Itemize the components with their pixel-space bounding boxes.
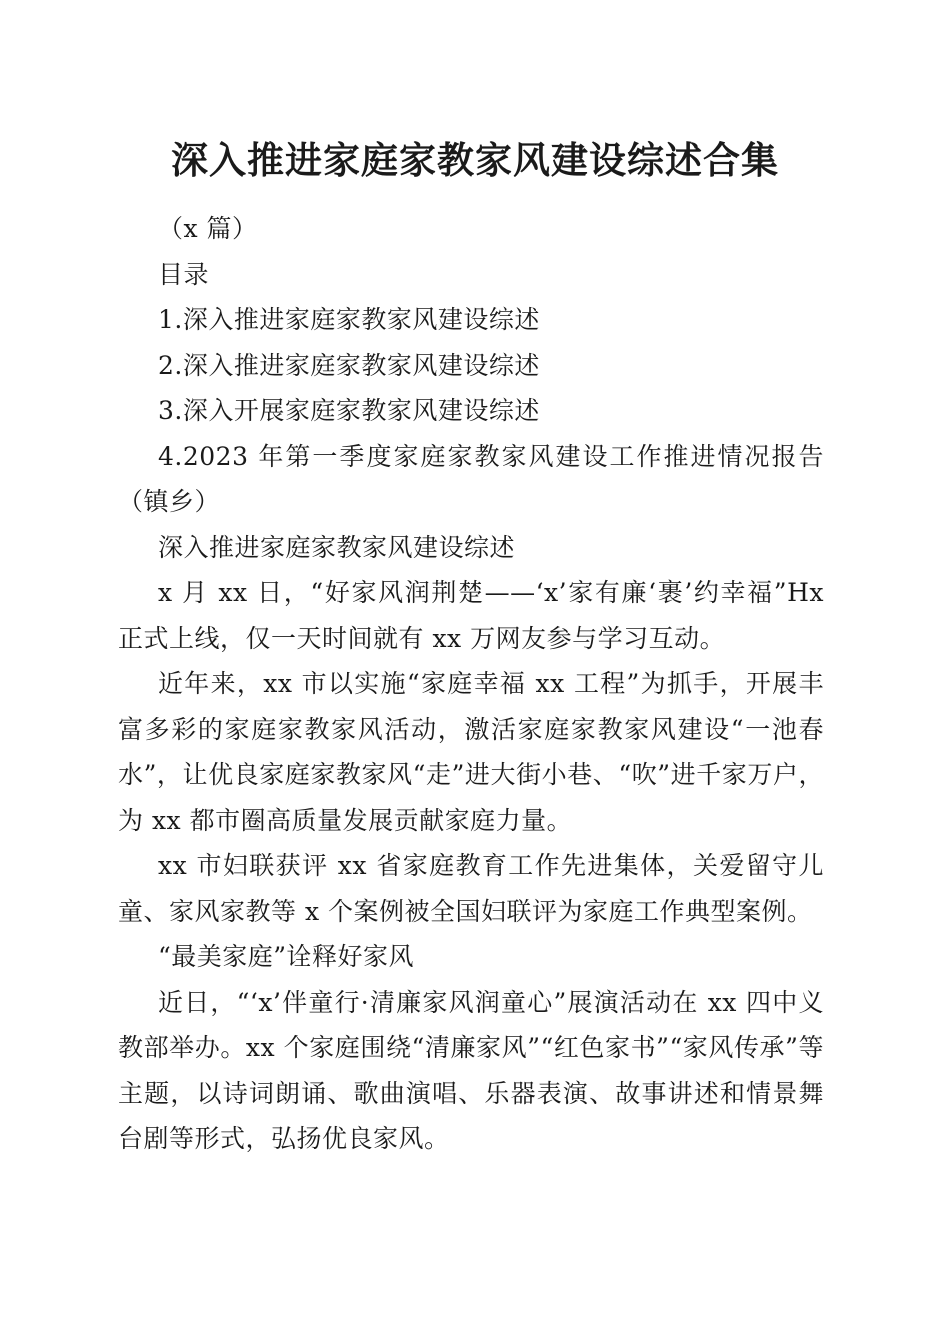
toc-item: 3.深入开展家庭家教家风建设综述	[158, 396, 540, 425]
paragraph: 近日，“‘x’伴童行·清廉家风润童心”展演活动在 xx 四中义教部举办。xx 个家庭围绕“清廉家风”“红色家书”“家风传承”等主题，以诗词朗诵、歌曲演唱、乐器表演、故事讲述和情景舞台剧等形式，弘扬优良家风。	[118, 987, 824, 1153]
paragraph: x 月 xx 日，“好家风润荆楚——‘x’家有廉‘裹’约幸福”Hx 正式上线，仅一天时间就有 xx 万网友参与学习互动。	[118, 578, 824, 653]
document-body	[118, 206, 824, 1162]
toc-heading: 目录	[158, 259, 210, 289]
toc-item: 2.深入推进家庭家教家风建设综述	[158, 350, 540, 380]
count-note: （x 篇）	[158, 214, 258, 243]
paragraph: xx 市妇联获评 xx 省家庭教育工作先进集体，关爱留守儿童、家风家教等 x 个案例被全国妇联评为家庭工作典型案例。	[118, 851, 824, 926]
paragraph: 近年来，xx 市以实施“家庭幸福 xx 工程”为抓手，开展丰富多彩的家庭家教家风活动，激活家庭家教家风建设“一池春水”，让优良家庭家教家风“走”进大街小巷、“吹”进千家万户，为 xx 都市圈高质量发展贡献家庭力量。	[118, 669, 824, 835]
toc-item: 1.深入推进家庭家教家风建设综述	[158, 305, 540, 334]
article-title: 深入推进家庭家教家风建设综述	[158, 532, 516, 562]
document-title: 深入推进家庭家教家风建设综述合集	[171, 138, 779, 182]
section-heading: “最美家庭”诠释好家风	[158, 942, 415, 971]
toc-item: 4.2023 年第一季度家庭家教家风建设工作推进情况报告（镇乡）	[118, 441, 824, 516]
